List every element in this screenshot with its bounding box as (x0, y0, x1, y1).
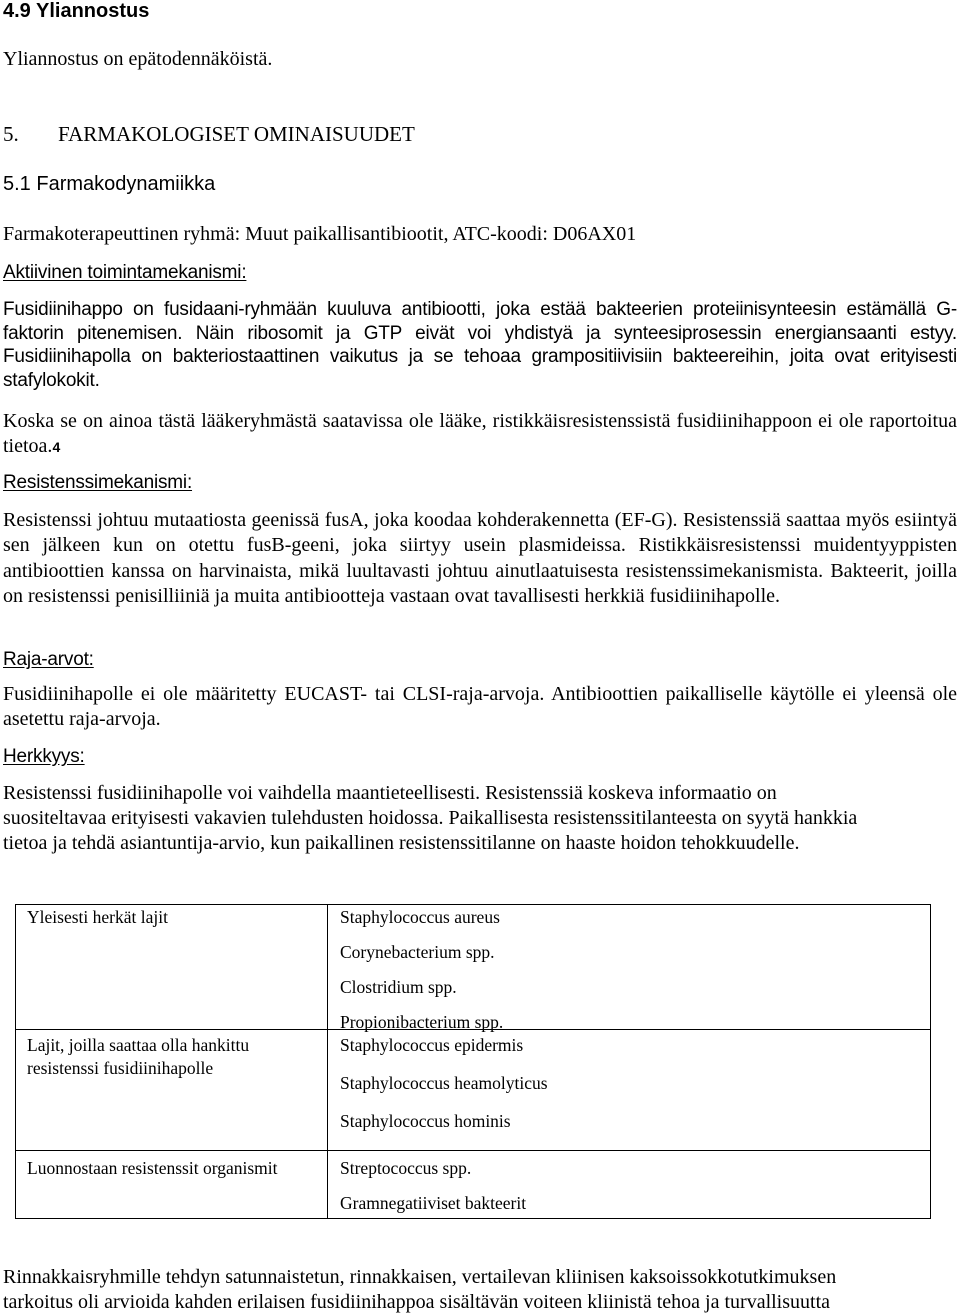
table-row-organism: Corynebacterium spp. (340, 942, 495, 962)
pharmacotherapeutic-group: Farmakoterapeuttinen ryhmä: Muut paikallisantibiootit, ATC-koodi: D06AX01 (3, 223, 637, 245)
table-row-organism: Staphylococcus aureus (340, 907, 500, 927)
table-row-organism: Streptococcus spp. (340, 1158, 472, 1178)
breakpoints-text: Fusidiinihapolle ei ole määritetty EUCAST- tai CLSI-raja-arvoja. Antibioottien paikalliselle käytölle ei yleensä ole asetettu raja-arvoja. (3, 683, 957, 730)
table-row-organism: Staphylococcus hominis (340, 1111, 511, 1131)
susceptibility-line-1: Resistenssi fusidiinihapolle voi vaihdella maantieteellisesti. Resistenssiä koskeva informaatio on (3, 782, 777, 804)
table-row-category: Yleisesti herkät lajit (27, 907, 168, 927)
mechanism-heading: Aktiivinen toimintamekanismi: (3, 262, 247, 283)
section-heading-5-1: 5.1 Farmakodynamiikka (3, 173, 216, 195)
section-5-number: 5. (3, 122, 19, 146)
table-row-category: Lajit, joilla saattaa olla hankittu resistenssi fusidiinihapolle (27, 1035, 250, 1078)
reference-number: 4 (52, 438, 61, 455)
susceptibility-line-2: suositeltavaa erityisesti vakavien tulehdusten hoidossa. Paikallisesta resistenssitilanteesta on syytä hankkia (3, 807, 858, 829)
table-row-organism: Gramnegatiiviset bakteerit (340, 1193, 527, 1213)
trial-text-line-1: Rinnakkaisryhmille tehdyn satunnaistetun, rinnakkaisen, vertailevan kliinisen kaksoissokkotutkimuksen (3, 1266, 837, 1288)
mechanism-text-2: Koska se on ainoa tästä lääkeryhmästä saatavissa ole lääke, ristikkäisresistenssistä fusidiinihappoon ei ole raportoitua tietoa.4 (3, 410, 957, 457)
table-row-organism: Clostridium spp. (340, 977, 457, 997)
susceptibility-line-3: tietoa ja tehdä asiantuntija-arvio, kun paikallinen resistenssitilanne on haaste hoidon tehokkuudelle. (3, 832, 800, 854)
resistance-heading: Resistenssimekanismi: (3, 472, 193, 493)
trial-text-line-2: tarkoitus oli arvioida kahden erilaisen fusidiinihappoa sisältävän voiteen kliinistä tehoa ja turvallisuutta (3, 1291, 831, 1313)
table-row-organism: Propionibacterium spp. (340, 1012, 504, 1032)
breakpoints-heading: Raja-arvot: (3, 649, 94, 670)
resistance-text: Resistenssi johtuu mutaatiosta geenissä fusA, joka koodaa kohderakennetta (EF-G). Resistenssiä saattaa myös esiintyä sen jälkeen kun on otettu fusB-geeni, joka siirtyy usein plasmideissa. Ristikkäisresistenssi muidentyyppisten antibioottien kanssa on harvinaista, mikä luultavasti johtuu ainutlaatuisesta resistenssimekanismista. Bakteerit, joilla on resistenssi penisilliiniä ja muita antibiootteja vastaan ovat tavallisesti herkkiä fusidiinihapolle. (3, 509, 957, 607)
table-row-divider (15, 1150, 931, 1151)
overdose-text: Yliannostus on epätodennäköistä. (3, 48, 273, 70)
table-row-organism: Staphylococcus epidermis (340, 1035, 524, 1055)
mechanism-text: Fusidiinihappo on fusidaani-ryhmään kuuluva antibiootti, joka estää bakteerien proteiinisynteesin estämällä G-faktorin pitenemisen. Näin ribosomit ja GTP eivät voi yhdistyä ja synteesiprosessin energiansaanti estyy. Fusidiinihapolla on bakteriostaattinen vaikutus ja se tehoaa grampositiivisiin bakteereihin, joita ovat erityisesti stafylokokit. (3, 299, 957, 391)
table-column-divider (327, 904, 328, 1218)
section-heading-4-9: 4.9 Yliannostus (3, 0, 150, 22)
susceptibility-heading: Herkkyys: (3, 746, 85, 767)
table-row-category: Luonnostaan resistenssit organismit (27, 1158, 278, 1178)
table-row-organism: Staphylococcus heamolyticus (340, 1073, 548, 1093)
section-5-title: FARMAKOLOGISET OMINAISUUDET (58, 122, 415, 146)
